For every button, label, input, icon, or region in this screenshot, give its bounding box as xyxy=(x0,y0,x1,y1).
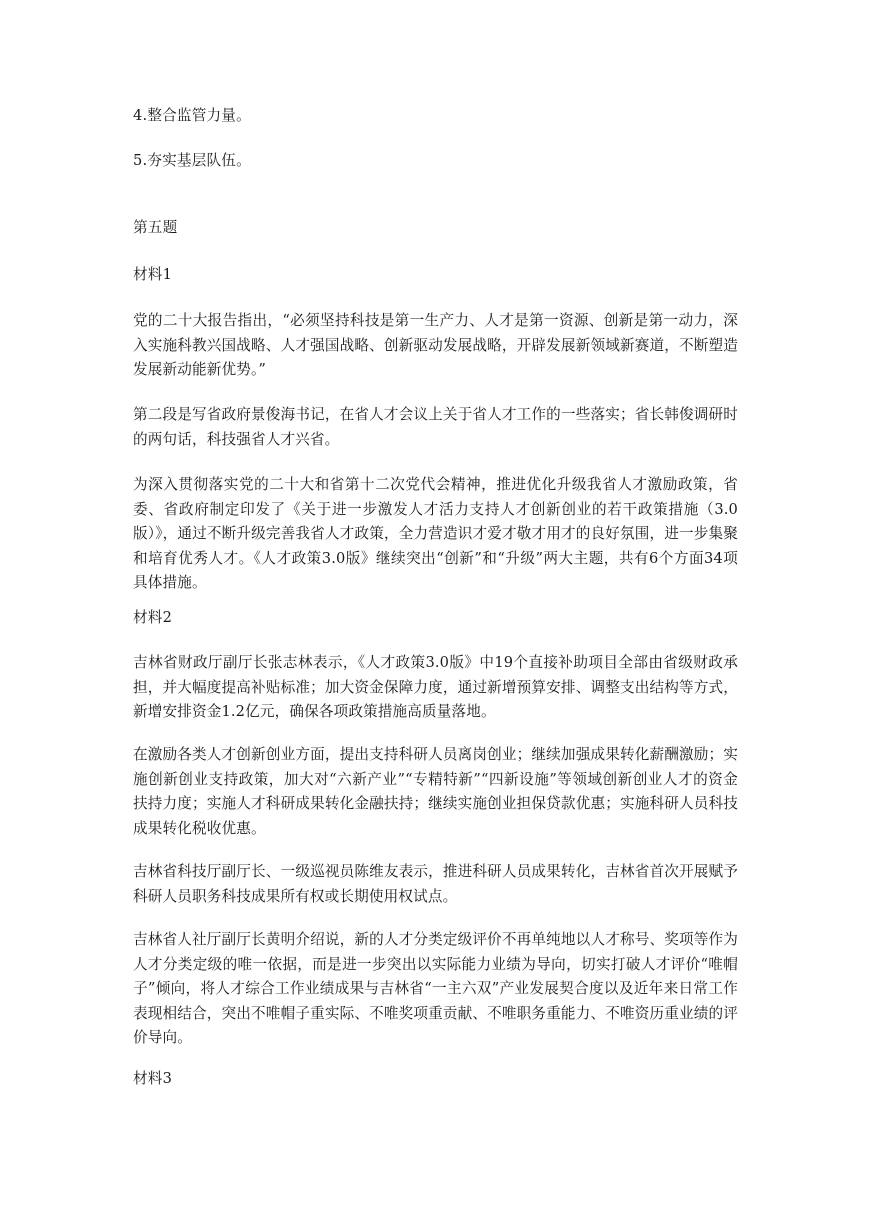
material-2-heading: 材料2 xyxy=(133,609,173,626)
question-heading: 第五题 xyxy=(133,219,178,236)
material-2-paragraph-3: 吉林省科技厅副厅长、一级巡视员陈维友表示，推进科研人员成果转化，吉林省首次开展赋予科研人员职务科技成果所有权或长期使用权试点。 xyxy=(133,863,738,905)
material-1-heading: 材料1 xyxy=(133,266,173,283)
material-1-paragraph-1: 党的二十大报告指出，“必须坚持科技是第一生产力、人才是第一资源、创新是第一动力，深入实施科教兴国战略、人才强国战略、创新驱动发展战略，开辟发展新领域新赛道，不断塑造发展新动能新优势。” xyxy=(133,312,738,378)
material-3-heading: 材料3 xyxy=(133,1070,173,1087)
list-item-grassroots-team: 5.夯实基层队伍。 xyxy=(133,152,251,169)
material-2-paragraph-2: 在激励各类人才创新创业方面，提出支持科研人员离岗创业；继续加强成果转化薪酬激励；实施创新创业支持政策，加大对“六新产业”“专精特新”“四新设施”等领域创新创业人才的资金扶持力度；实施人才科研成果转化金融扶持；继续实施创业担保贷款优惠；实施科研人员科技成果转化税收优惠。 xyxy=(133,746,738,837)
list-item-integrate-supervision: 4.整合监管力量。 xyxy=(133,107,251,124)
material-1-paragraph-2: 第二段是写省政府景俊海书记，在省人才会议上关于省人才工作的一些落实；省长韩俊调研时的两句话，科技强省人才兴省。 xyxy=(133,406,738,448)
material-1-paragraph-3: 为深入贯彻落实党的二十大和省第十二次党代会精神，推进优化升级我省人才激励政策，省委、省政府制定印发了《关于进一步激发人才活力支持人才创新创业的若干政策措施（3.0版）》，通过不断升级完善我省人才政策，全力营造识才爱才敬才用才的良好氛围，进一步集聚和培育优秀人才。《人才政策3.0版》继续突出“创新”和“升级”两大主题，共有6个方面34项具体措施。 xyxy=(133,476,738,591)
material-2-paragraph-4: 吉林省人社厅副厅长黄明介绍说，新的人才分类定级评价不再单纯地以人才称号、奖项等作为人才分类定级的唯一依据，而是进一步突出以实际能力业绩为导向，切实打破人才评价“唯帽子”倾向，将人才综合工作业绩成果与吉林省“一主六双”产业发展契合度以及近年来日常工作表现相结合，突出不唯帽子重实际、不唯奖项重贡献、不唯职务重能力、不唯资历重业绩的评价导向。 xyxy=(133,931,738,1046)
material-2-paragraph-1: 吉林省财政厅副厅长张志林表示，《人才政策3.0版》中19个直接补助项目全部由省级财政承担，并大幅度提高补贴标准；加大资金保障力度，通过新增预算安排、调整支出结构等方式，新增安排资金1.2亿元，确保各项政策措施高质量落地。 xyxy=(133,654,738,720)
